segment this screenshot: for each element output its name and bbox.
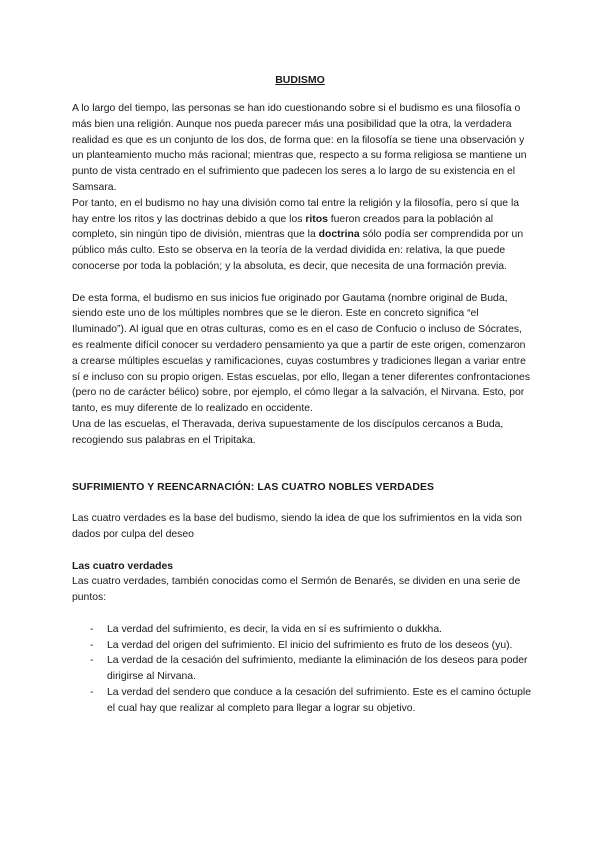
intro-paragraph-3: De esta forma, el budismo en sus inicios fue originado por Gautama (nombre original de Buda, siendo este uno de los múltiples nombres que se le dieron. Este en concreto significa “el Iluminado”). Al igual que en otras culturas, como es en el caso de Confucio o incluso de Sócrates, es realmente difícil conocer su verdadero pensamiento ya que a partir de este origen, comenzaron a crearse múltiples escuelas y ramificaciones, cuyas costumbres y tradiciones llegan a variar entre sí e incluso con su propio origen. Estas escuelas, por ello, llegan a tener diferentes confrontaciones (pero no de carácter bélico) sobre, por ejemplo, el cómo llegar a la salvación, el Nirvana. Esto, por tanto, es muy diferente de lo realizado en occidente. bbox=[72, 292, 531, 415]
section-heading: SUFRIMIENTO Y REENCARNACIÓN: LAS CUATRO NOBLES VERDADES bbox=[72, 481, 435, 493]
document-title: BUDISMO bbox=[275, 74, 325, 86]
paragraph-spacer bbox=[72, 495, 532, 511]
doctrina-bold-term: doctrina bbox=[318, 229, 360, 241]
paragraph-spacer bbox=[72, 606, 532, 622]
section-paragraph-2: Las cuatro verdades, también conocidas como el Sermón de Benarés, se dividen en una serie de puntos: bbox=[72, 576, 521, 604]
intro-paragraph-2-text-e: sólo podía ser comprendida por un público más culto. Esto se observa en la teoría de la verdad dividida en: relativa, la que puede conocerse por toda la población; y la absoluta, es decir, que necesita de una formación previa. bbox=[72, 229, 524, 272]
list-item bbox=[72, 638, 532, 654]
section-paragraph-1: Las cuatro verdades es la base del budismo, siendo la idea de que los sufrimientos en la vida son dados por culpa del deseo bbox=[72, 513, 522, 540]
list-item bbox=[72, 685, 532, 717]
paragraph-spacer bbox=[72, 275, 532, 291]
section-spacer bbox=[72, 449, 532, 480]
dash-bullet: - bbox=[90, 639, 94, 651]
list-item-text: La verdad del sendero que conduce a la cesación del sufrimiento. Este es el camino óctuple el cual hay que realizar al completo para llegar a lograr su objetivo. bbox=[107, 686, 531, 714]
intro-paragraph-2-text-a: Por tanto, en el budismo no hay una división como tal entre la religión y la filosofía, pero sí que la hay entre los ritos y las doctrinas debido a que los bbox=[72, 197, 520, 225]
paragraph-spacer bbox=[72, 543, 532, 559]
dash-bullet: - bbox=[90, 623, 94, 635]
dash-bullet: - bbox=[90, 686, 94, 698]
dash-bullet: - bbox=[90, 655, 94, 667]
ritos-bold-term: ritos bbox=[305, 213, 328, 225]
subheading: Las cuatro verdades bbox=[72, 560, 174, 572]
list-item-text: La verdad de la cesación del sufrimiento, mediante la eliminación de los deseos para poder dirigirse al Nirvana. bbox=[107, 655, 528, 683]
document-body bbox=[72, 101, 532, 716]
truths-list bbox=[72, 622, 532, 717]
intro-paragraph-1: A lo largo del tiempo, las personas se han ido cuestionando sobre si el budismo es una filosofía o más bien una religión. Aunque nos pueda parecer más una posibilidad que la otra, la verdadera realidad es que es un conjunto de los dos, de forma que: en la filosofía se tiene una observación y un planteamiento mucho más racional; mientras que, respecto a su forma religiosa se mantiene un punto de vista centrado en el sufrimiento que padecen los seres a lo largo de su existencia en el Samsara. bbox=[72, 103, 527, 193]
list-item-text: La verdad del sufrimiento, es decir, la vida en sí es sufrimiento o dukkha. bbox=[107, 623, 442, 635]
list-item bbox=[72, 653, 532, 685]
intro-paragraph-2 bbox=[72, 196, 532, 275]
list-item bbox=[72, 622, 532, 638]
intro-paragraph-2-text-c: fueron creados para la población al completo, sin ningún tipo de división, mientras que la bbox=[72, 213, 494, 241]
list-item-text: La verdad del origen del sufrimiento. El inicio del sufrimiento es fruto de los deseos (yu). bbox=[107, 639, 513, 651]
intro-paragraph-4: Una de las escuelas, el Theravada, deriva supuestamente de los discípulos cercanos a Buda, recogiendo sus palabras en el Tripitaka. bbox=[72, 418, 504, 446]
